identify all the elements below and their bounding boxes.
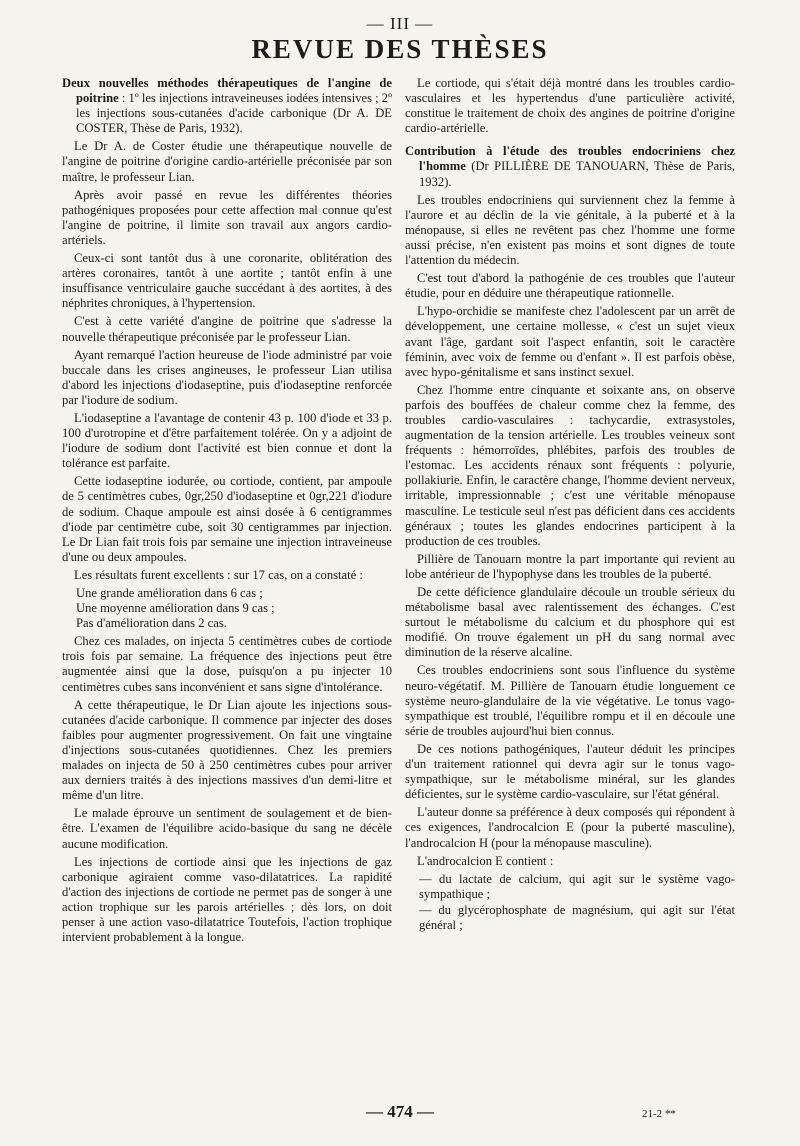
result-item: Pas d'amélioration dans 2 cas.	[76, 616, 227, 631]
left-column	[62, 76, 392, 948]
paragraph: C'est à cette variété d'angine de poitrine que s'adresse la nouvelle thérapeutique préconisée par le professeur Lian.	[62, 314, 392, 344]
paragraph: Cette iodaseptine iodurée, ou cortiode, contient, par ampoule de 5 centimètres cubes, 0gr,250 d'iodaseptine et 0gr,221 d'iodure de sodium. Chaque ampoule est ainsi dosée à 6 centigrammes d'iode par centimètre cube, soit 30 centigrammes par injection. Le Dr Lian fait trois fois par semaine une injection intraveineuse d'une ou deux ampoules.	[62, 474, 392, 564]
page-number: — 474 —	[366, 1102, 434, 1121]
paragraph: Le Dr A. de Coster étudie une thérapeutique nouvelle de l'angine de poitrine d'origine cardio-artérielle préconisée par son maître, le professeur Lian.	[62, 139, 392, 184]
rubric-title: REVUE DES THÈSES	[251, 34, 549, 64]
printer-signature: 21-2 **	[642, 1108, 676, 1120]
composition-item: — du lactate de calcium, qui agit sur le système vago-sympathique ;	[419, 871, 735, 901]
paragraph: Chez ces malades, on injecta 5 centimètres cubes de cortiode trois fois par semaine. La fréquence des injections peut être augmentée ainsi que la dose, puisqu'on a pu injecter 10 centimètres cubes sans inconvénient et sans signe d'intolérance.	[62, 634, 392, 694]
paragraph: Après avoir passé en revue les différentes théories pathogéniques proposées pour cette affection mal connue qu'est l'angine de poitrine, il limite son travail aux angors cardio-artériels.	[62, 187, 392, 247]
review-title-1: Deux nouvelles méthodes thérapeutiques de l'angine de poitrine	[62, 76, 392, 106]
result-item: Une grande amélioration dans 6 cas ;	[76, 586, 263, 600]
paragraph: L'hypo-orchidie se manifeste chez l'adolescent par un arrêt de développement, une certaine mollesse, « c'est un sujet vieux avant l'âge, gardant soit l'aspect enfantin, soit le caractère féminin, avec voix de femme ou d'enfant ». Il est parfois obèse, avec hypo-génitalisme et sans instinct sexuel.	[405, 304, 735, 379]
paragraph: Les injections de cortiode ainsi que les injections de gaz carbonique agiraient comme vaso-dilatatrices. La rapidité d'action des injections de cortiode ne permet pas de songer à une action trophique sur les parois artérielles ; dès lors, on doit penser à une action vaso-dilatatrice Toutefois, l'action trophique intervient probablement à la longue.	[62, 854, 392, 945]
paragraph: Les résultats furent excellents : sur 17 cas, on a constaté :	[74, 567, 363, 582]
review-citation-2: (Dr PILLIÈRE DE TANOUARN, Thèse de Paris, 1932).	[419, 159, 735, 189]
review-heading-2	[405, 144, 735, 189]
review-citation-1: : 1º les injections intraveineuses iodées intensives ; 2º les injections sous-cutanées d'acide carbonique (Dr A. DE COSTER, Thèse de Paris, 1932).	[76, 91, 392, 136]
composition-item: — du glycérophosphate de magnésium, qui agit sur l'état général ;	[419, 902, 735, 932]
paragraph: L'androcalcion E contient :	[417, 853, 554, 868]
paragraph: Ayant remarqué l'action heureuse de l'iode administré par voie buccale dans les crises angineuses, le professeur Lian utilisa d'abord les injections d'iodaseptine, puis d'iodaseptine renforcée par l'iodure de sodium.	[62, 347, 392, 407]
paragraph: Pillière de Tanouarn montre la part importante qui revient au lobe antérieur de l'hypophyse dans les troubles de la puberté.	[405, 551, 735, 581]
paragraph: Les troubles endocriniens qui surviennent chez la femme à l'aurore et au déclin de la vie génitale, à la puberté et à la ménopause, si elles ne revêtent pas chez l'homme une forme aussi précise, n'en existent pas moins et sont dignes de toute l'attention du médecin.	[405, 192, 735, 268]
paragraph: L'auteur donne sa préférence à deux composés qui répondent à ces exigences, l'androcalcion E (pour la puberté masculine), l'androcalcion H (pour la ménopause masculine).	[405, 805, 735, 850]
paragraph: A cette thérapeutique, le Dr Lian ajoute les injections sous-cutanées d'acide carbonique. Il commence par injecter des doses faibles pour augmenter progressivement. On fait une vingtaine d'injections sous-cutanées quotidiennes. Chez les premiers malades on injecta de 50 à 250 centimètres cubes pour arriver aux derniers traités à des injections massives d'un demi-litre et même d'un litre.	[62, 697, 392, 803]
paragraph: De ces notions pathogéniques, l'auteur déduit les principes d'un traitement rationnel qui devra agir sur le tonus vago-sympathique, sur le métabolisme minéral, sur les glandes déficientes, sur le système cardio-vasculaire, sur l'état général.	[405, 741, 735, 802]
right-column	[405, 76, 735, 934]
paragraph: Le malade éprouve un sentiment de soulagement et de bien-être. L'examen de l'équilibre acido-basique du sang ne décèle aucune modification.	[62, 806, 392, 851]
review-heading-1	[62, 76, 392, 136]
section-number: — III —	[366, 14, 434, 33]
paragraph: Chez l'homme entre cinquante et soixante ans, on observe parfois des bouffées de chaleur comme chez la femme, des troubles cardio-vasculaires : tachycardie, extrasystoles, augmentation de la tension artérielle. Les troubles veineux sont fréquents : hémorroïdes, phlébites, parfois des troubles de l'estomac. Les accidents rénaux sont fréquents : polyurie, pollakiurie. Enfin, le caractère change, l'homme devient nerveux, irritable, impressionnable ; c'est une véritable ménopause masculine. Le testicule seul n'est pas déficient dans ces accidents généraux ; toutes les glandes endocrines participent à la production de ces troubles.	[405, 382, 735, 548]
review-title-2: Contribution à l'étude des troubles endocriniens chez l'homme	[405, 144, 735, 174]
paragraph: C'est tout d'abord la pathogénie de ces troubles que l'auteur étudie, pour en déduire une thérapeutique rationnelle.	[405, 271, 735, 301]
paragraph: Ces troubles endocriniens sont sous l'influence du système neuro-végétatif. M. Pillière de Tanouarn étudie longuement ce système neuro-glandulaire de la vie végétative. Le tonus vago-sympathique est troublé, l'équilibre rompu et il en découle une série de troubles aujourd'hui bien connus.	[405, 663, 735, 738]
paragraph: L'iodaseptine a l'avantage de contenir 43 p. 100 d'iode et 33 p. 100 d'urotropine et d'être parfaitement tolérée. On y a adjoint de l'iodure de sodium dont l'activité est bien connue et dont la tolérance est parfaite.	[62, 410, 392, 471]
paragraph: Le cortiode, qui s'était déjà montré dans les troubles cardio-vasculaires et les hypertendus d'une particulière activité, constitue le traitement de choix des angines de poitrine d'origine cardio-artérielle.	[405, 76, 735, 136]
paragraph: Ceux-ci sont tantôt dus à une coronarite, oblitération des artères coronaires, tantôt à une aortite ; tantôt enfin à une insuffisance ventriculaire gauche succédant à des aortites, à des néphrites chroniques, à l'hypertension.	[62, 251, 392, 311]
result-item: Une moyenne amélioration dans 9 cas ;	[76, 601, 275, 616]
paragraph: De cette déficience glandulaire découle un trouble sérieux du métabolisme basal avec ralentissement des échanges. C'est surtout le métabolisme du calcium et du phosphore qui est modifié. On trouve également un pH du sang normal avec diminution de la réserve alcaline.	[405, 585, 735, 660]
